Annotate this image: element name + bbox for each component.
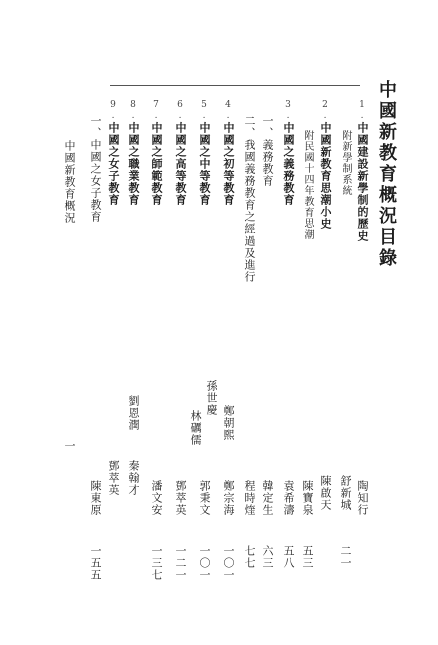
entry-page: 一五五: [89, 545, 102, 581]
entry-page: 五八: [282, 545, 295, 569]
entry-author: 韓定生: [261, 480, 274, 516]
toc-entry-7: [151, 100, 162, 206]
extra-author: 林礪儒: [189, 410, 202, 446]
entry-author: 秦翰才: [127, 460, 140, 496]
entry-number: 3.: [283, 100, 293, 122]
entry-sub: 附新學制系統: [340, 130, 351, 196]
toc-entry-2: [320, 100, 331, 230]
entry-sub: 二、我國義務教育之經過及進行: [243, 115, 256, 283]
entry-author: 程時煃: [243, 480, 256, 516]
entry-number: 9.: [108, 100, 118, 122]
entry-author: 陳啟天: [319, 475, 332, 511]
entry-chapter: 中國之師範教育: [150, 122, 163, 206]
toc-entry-1: [357, 100, 368, 242]
entry-author: 鄭宗海: [222, 480, 235, 516]
entry-page: 六三: [261, 545, 274, 569]
entry-chapter: 中國之中等教育: [198, 122, 211, 206]
entry-chapter: 中國之義務教育: [282, 122, 295, 206]
entry-page: 五三: [301, 545, 314, 569]
entry-sub: 一、中國之女子教育: [89, 115, 102, 223]
entry-chapter: 中國之初等教育: [222, 122, 235, 206]
toc-entry-8: [128, 100, 139, 206]
entry-page: 一二一: [174, 545, 187, 581]
entry-page: 二一: [339, 545, 352, 569]
entry-author: 陳東原: [89, 480, 102, 516]
toc-entry-3: [283, 100, 294, 206]
entry-author: 潘文安: [150, 480, 163, 516]
entry-sub: 附民國十四年教育思潮: [302, 130, 313, 240]
entry-chapter: 中國新教育思潮小史: [319, 122, 332, 230]
entry-author: 陳寶泉: [301, 480, 314, 516]
entry-number: 4.: [223, 100, 233, 122]
entry-chapter: 中國之女子教育: [107, 122, 120, 206]
toc-entry-4: [223, 100, 234, 206]
extra-author: 劉恩潤: [127, 395, 140, 431]
entry-author: 袁希濤: [282, 480, 295, 516]
entry-number: 5.: [199, 100, 209, 122]
extra-author: 鄭朝熙: [222, 405, 235, 441]
entry-chapter: 中國建設新學制的歷史: [356, 122, 369, 242]
toc-entry-6: [175, 100, 186, 206]
entry-page: 一三七: [150, 545, 163, 581]
entry-number: 1.: [357, 100, 367, 122]
entry-sub: 一、義務教育: [261, 115, 274, 187]
entry-author: 陶知行: [356, 480, 369, 516]
entry-page: 七七: [243, 545, 256, 569]
toc-entry-9: [108, 100, 119, 206]
extra-author: 孫世慶: [205, 380, 218, 416]
entry-chapter: 中國之高等教育: [174, 122, 187, 206]
page-title: 中國新教育概況目錄: [376, 80, 397, 269]
entry-page: 一: [63, 440, 76, 452]
entry-page: 一〇一: [198, 545, 211, 581]
entry-author: 郭秉文: [198, 480, 211, 516]
entry-number: 6.: [175, 100, 185, 122]
entry-chapter: 中國新教育概況: [63, 140, 76, 224]
entry-author: 鄧萃英: [107, 460, 120, 496]
entry-number: 7.: [151, 100, 161, 122]
entry-author: 鄧萃英: [174, 480, 187, 516]
entry-author: 舒新城: [339, 475, 352, 511]
entry-page: 一〇一: [222, 545, 235, 581]
entry-number: 2.: [320, 100, 330, 122]
entry-chapter: 中國之職業教育: [127, 122, 140, 206]
top-rule: [110, 85, 360, 86]
toc-entry-5: [199, 100, 210, 206]
entry-number: 8.: [128, 100, 138, 122]
